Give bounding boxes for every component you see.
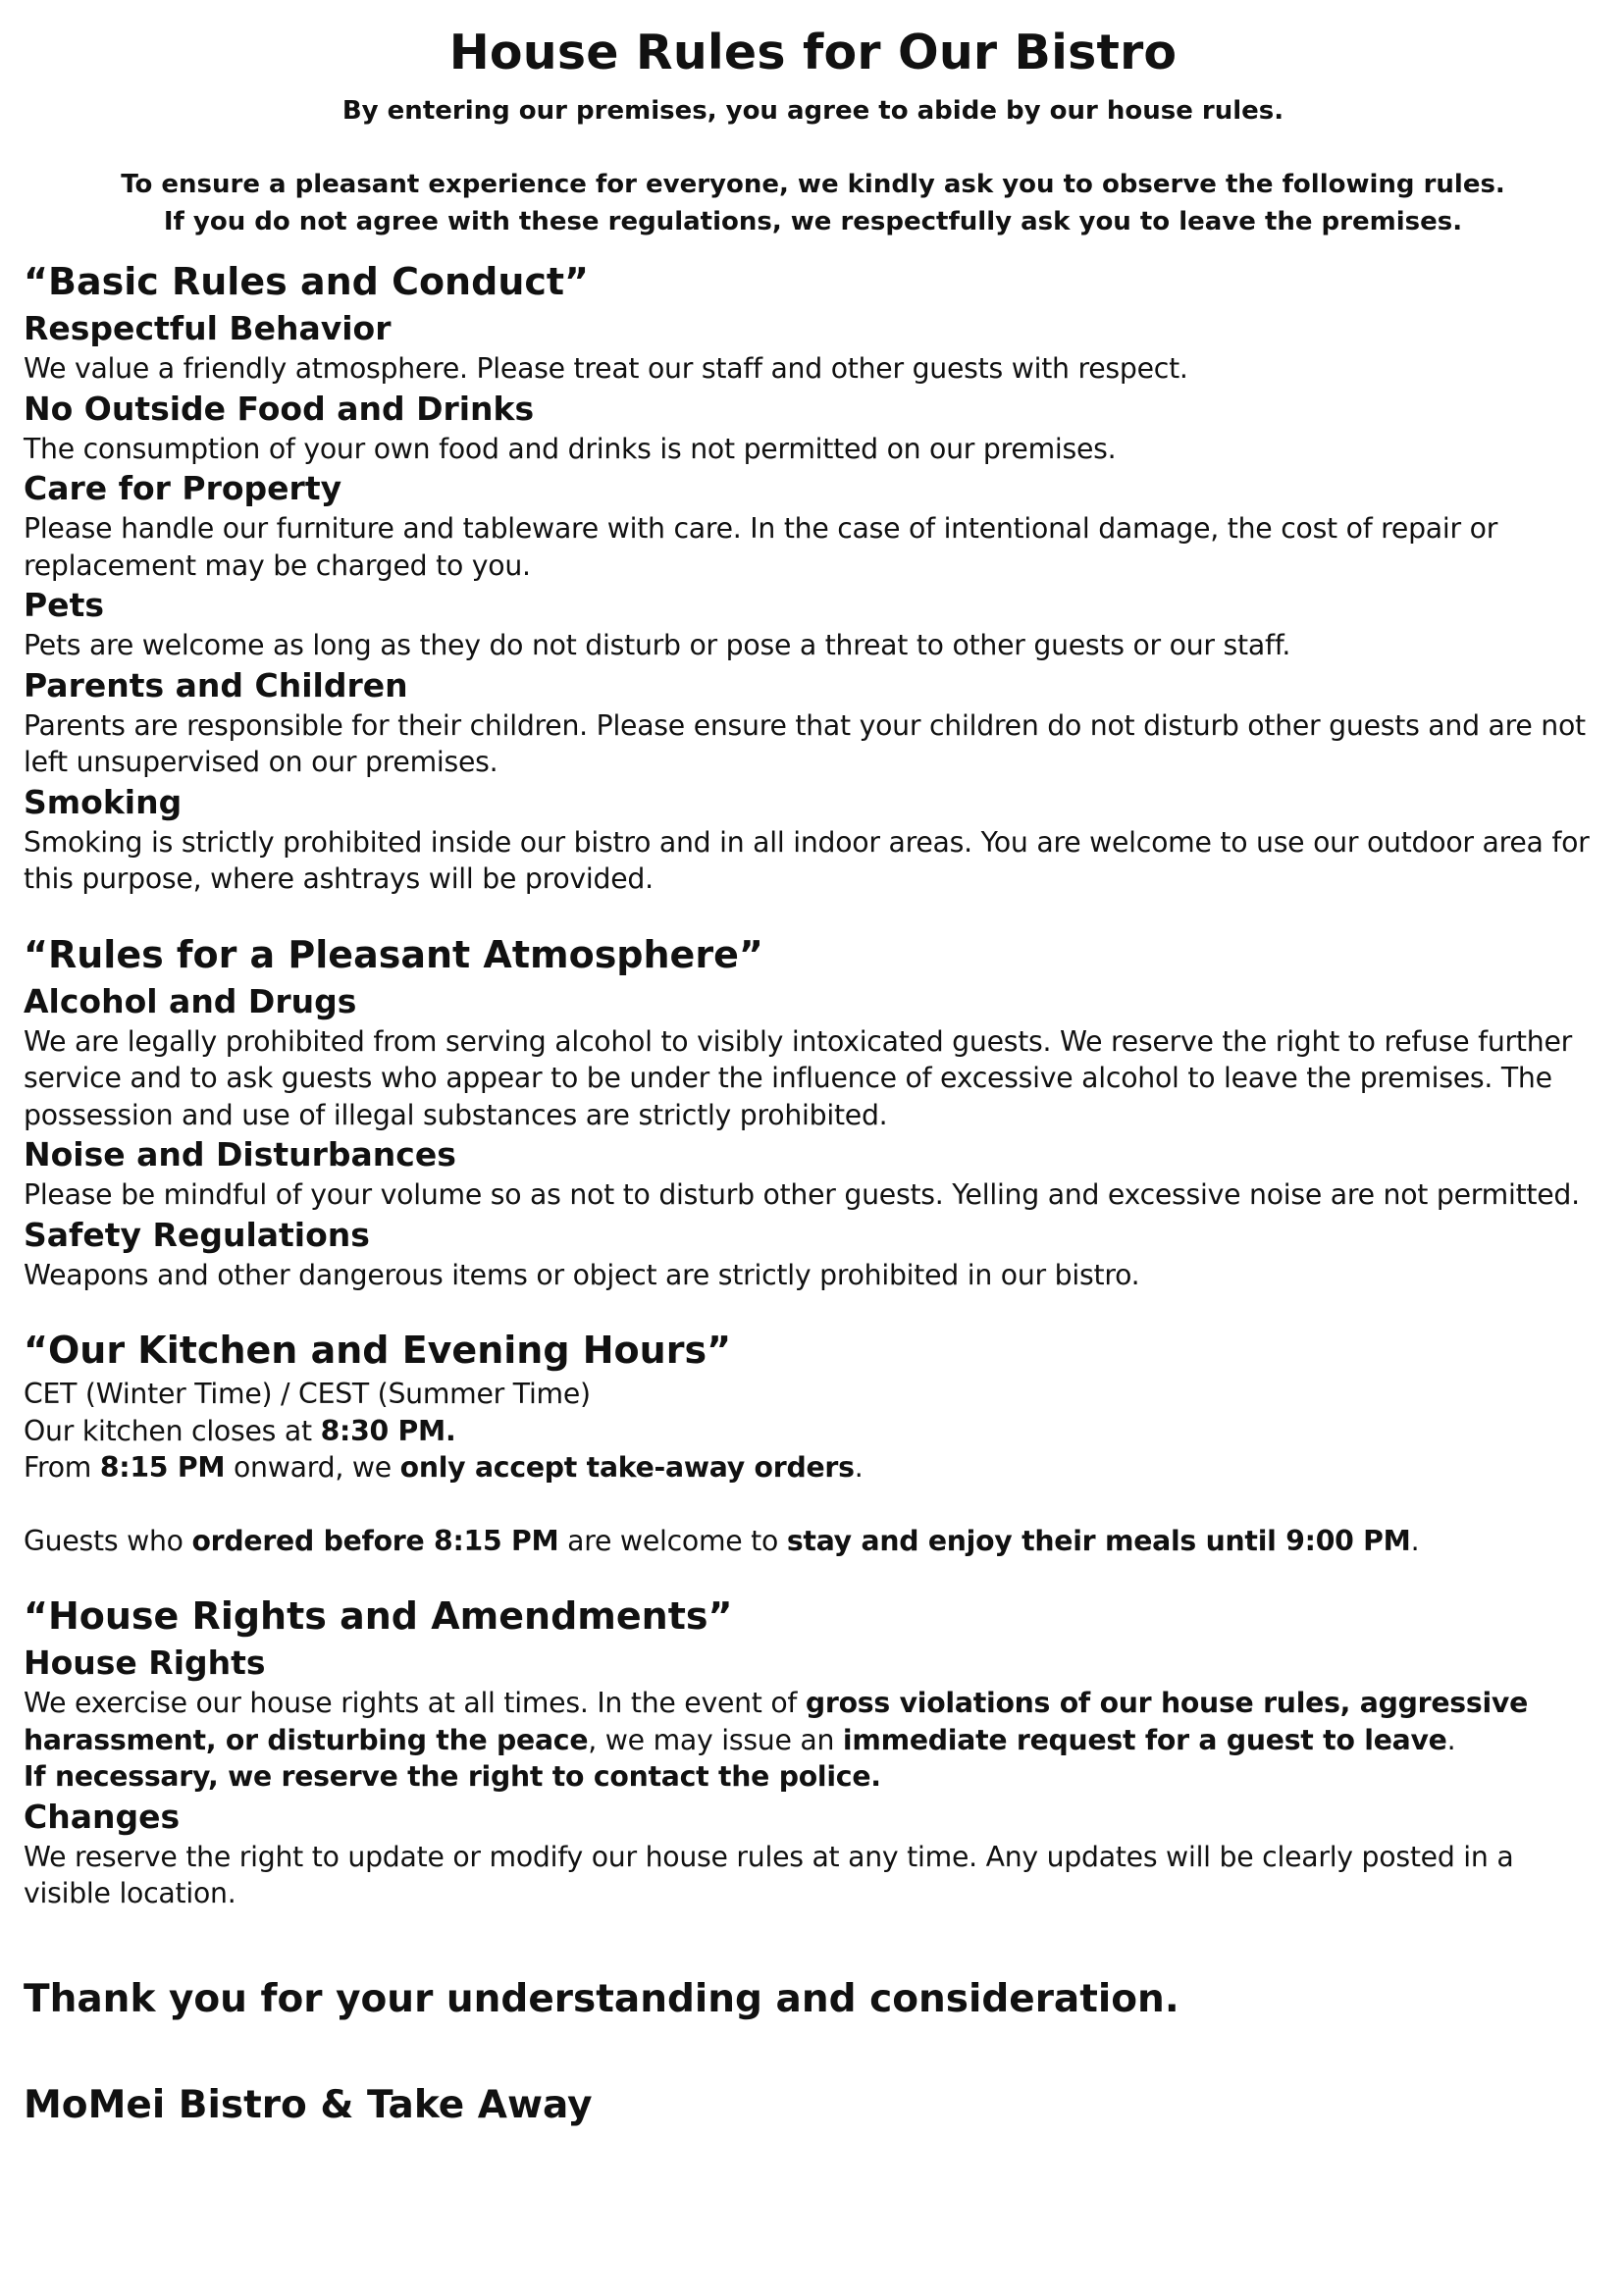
section-kitchen-hours [24,1325,1602,1559]
takeaway-mid: onward, we [225,1451,400,1484]
rule-title-no-outside-food: No Outside Food and Drinks [24,389,535,428]
rule-text-no-outside-food: The consumption of your own food and drinks is not permitted on our premises. [24,432,1117,465]
kitchen-guests-stay [24,1523,1602,1560]
kitchen-closes-time: 8:30 PM. [320,1414,456,1447]
section-basic-rules [24,256,1602,898]
house-rights-mid: , we may issue an [588,1723,843,1756]
section-title-basic-rules: “Basic Rules and Conduct” [24,260,590,303]
section-pleasant-atmosphere [24,929,1602,1294]
guests-end: . [1410,1524,1420,1557]
section-title-house-rights: “House Rights and Amendments” [24,1594,733,1638]
rule-text-care-for-property: Please handle our furniture and tableware with care. In the case of intentional damage, the cost of repair or replacement may be charged to you. [24,512,1498,582]
section-title-kitchen-hours: “Our Kitchen and Evening Hours” [24,1329,732,1372]
kitchen-takeaway-only [24,1449,1602,1487]
guests-ordered-before: ordered before 8:15 PM [191,1524,559,1557]
bistro-signature: MoMei Bistro & Take Away [24,2082,593,2127]
guests-prefix: Guests who [24,1524,192,1557]
rule-text-safety: Weapons and other dangerous items or object are strictly prohibited in our bistro. [24,1258,1140,1291]
rule-text-pets: Pets are welcome as long as they do not disturb or pose a threat to other guests or our staff. [24,629,1291,661]
house-rights-violations: gross violations of our house rules, aggressive harassment, or disturbing the peace [24,1687,1529,1756]
rule-text-parents-children: Parents are responsible for their children. Please ensure that your children do not disturb other guests and are not left unsupervised on our premises. [24,708,1586,778]
rule-text-alcohol-drugs: We are legally prohibited from serving alcohol to visibly intoxicated guests. We reserve the right to refuse further service and to ask guests who appear to be under the influence of excessive alcohol to leave the premises. The possession and use of illegal substances are strictly prohibited. [24,1024,1573,1131]
section-title-pleasant-atmosphere: “Rules for a Pleasant Atmosphere” [24,932,763,976]
kitchen-closes-label: Our kitchen closes at [24,1414,321,1447]
rule-text-changes: We reserve the right to update or modify our house rules at any time. Any updates will be clearly posted in a visible location. [24,1840,1514,1909]
rule-title-smoking: Smoking [24,782,183,821]
rule-title-care-for-property: Care for Property [24,469,342,507]
rule-title-safety: Safety Regulations [24,1215,370,1254]
section-house-rights [24,1591,1602,1912]
house-rights-end: . [1446,1723,1456,1756]
kitchen-timezone: CET (Winter Time) / CEST (Summer Time) [24,1378,591,1410]
takeaway-time: 8:15 PM [99,1451,226,1484]
rule-text-respectful-behavior: We value a friendly atmosphere. Please treat our staff and other guests with respect. [24,352,1188,385]
rule-title-changes: Changes [24,1797,181,1836]
intro-leave-premises: If you do not agree with these regulations, we respectfully ask you to leave the premises. [163,207,1463,236]
rule-title-noise: Noise and Disturbances [24,1135,456,1174]
house-rights-request-leave: immediate request for a guest to leave [842,1723,1447,1756]
guests-stay-until: stay and enjoy their meals until 9:00 PM [786,1524,1411,1557]
rule-title-alcohol-drugs: Alcohol and Drugs [24,981,357,1020]
rule-title-respectful-behavior: Respectful Behavior [24,309,392,347]
rule-title-parents-children: Parents and Children [24,665,408,704]
intro-observe-rules: To ensure a pleasant experience for everyone, we kindly ask you to observe the following rules. [121,170,1505,199]
takeaway-bold: only accept take-away orders [399,1451,855,1484]
rule-title-house-rights: House Rights [24,1644,266,1682]
takeaway-end: . [854,1451,864,1484]
document-title: House Rules for Our Bistro [448,25,1178,80]
rule-title-pets: Pets [24,586,104,624]
house-rights-prefix: We exercise our house rights at all times. In the event of [24,1687,806,1719]
guests-mid: are welcome to [558,1524,787,1557]
intro-agreement: By entering our premises, you agree to abide by our house rules. [341,96,1284,126]
thank-you-note: Thank you for your understanding and consideration. [24,1976,1179,2021]
rule-text-smoking: Smoking is strictly prohibited inside our bistro and in all indoor areas. You are welcome to use our outdoor area for this purpose, where ashtrays will be provided. [24,825,1590,895]
rule-text-noise: Please be mindful of your volume so as not to disturb other guests. Yelling and excessive noise are not permitted. [24,1178,1580,1211]
rule-text-police: If necessary, we reserve the right to contact the police. [24,1760,881,1793]
kitchen-closing-time [24,1413,1602,1450]
takeaway-prefix: From [24,1451,100,1484]
rule-text-house-rights [24,1685,1602,1758]
